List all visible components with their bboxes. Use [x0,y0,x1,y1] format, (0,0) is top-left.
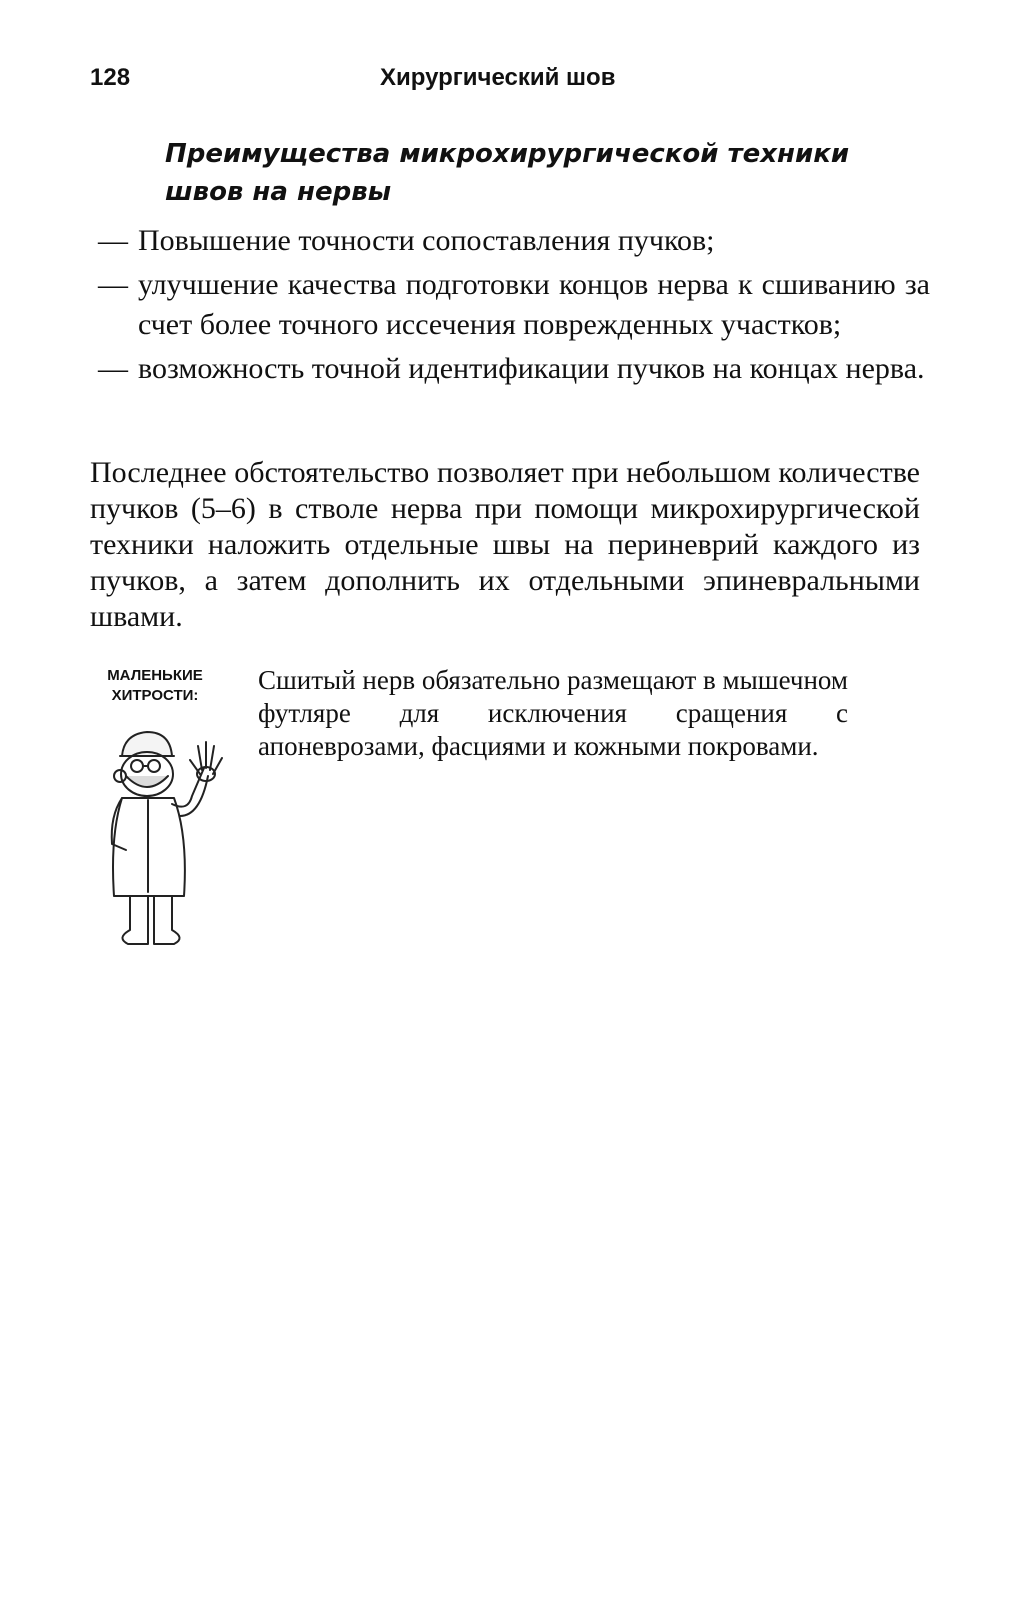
section-title: Преимущества микрохирургической техники швов на нервы [165,139,850,207]
list-item-text: возможность точной идентификации пучков на концах нерва. [138,352,925,385]
tip-label-line: ХИТРОСТИ: [111,687,199,704]
tip-label [90,666,220,706]
list-item-text: Повышение точности сопоставления пучков; [138,224,715,257]
page-number: 128 [90,64,131,91]
dash-marker: — [98,352,128,385]
dash-marker: — [98,268,128,301]
list-item [90,265,930,345]
list-item [90,221,930,261]
tip-text: Сшитый нерв обязательно размещают в мышечном футляре для исключения сращения с апоневрозами, фасциями и кожными покровами. [258,665,848,761]
list-item-text: улучшение качества подготовки концов нерва к сшиванию за счет более точного иссечения поврежденных участков; [138,268,930,341]
body-paragraph: Последнее обстоятельство позволяет при небольшом количестве пучков (5–6) в стволе нерва при помощи микрохирургической техники наложить отдельные швы на периневрий каждого из пучков, а затем дополнить их отдельными эпиневральными швами. [90,456,920,633]
list-item [90,349,930,389]
dash-marker: — [98,224,128,257]
running-head: Хирургический шов [380,64,616,91]
advantages-list [90,221,930,393]
tip-label-line: МАЛЕНЬКИЕ [107,667,203,684]
surgeon-waving-icon [92,716,232,956]
